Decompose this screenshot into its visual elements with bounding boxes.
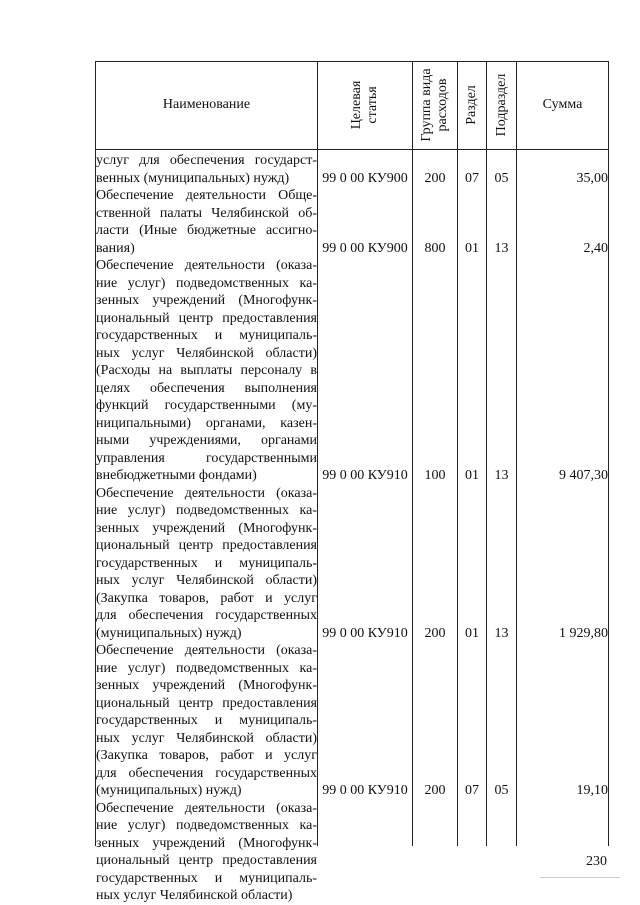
row-group: 800 [424, 240, 446, 256]
row-name-line: ными учреждениями, органами [96, 433, 317, 448]
header-sum [517, 61, 608, 149]
row-name-line: (Расходы на выплаты персоналу в [96, 363, 317, 378]
header-group [413, 61, 457, 149]
row-name-line: государственных и муниципаль- [96, 555, 317, 571]
header-group-label: Группа вида расходов [419, 68, 450, 142]
row-name-line: циональный центр предоставления [96, 538, 317, 553]
row-code: 99 0 00 КУ900 [322, 240, 408, 256]
row-name-line: ниципальными) органами, казен- [96, 415, 317, 431]
row-group: 100 [424, 468, 446, 483]
row-section: 01 [465, 240, 479, 256]
row-name [96, 257, 317, 485]
row-subsection: 05 [494, 783, 509, 798]
row-code: 99 0 00 КУ900 [322, 170, 408, 186]
row-name [96, 800, 317, 905]
row-name-line: (Закупка товаров, работ и услуг [96, 748, 317, 763]
row-name-line: ние услуг) подведомственных ка- [96, 660, 317, 676]
row-name-line: Обеспечение деятельности (оказа- [96, 258, 317, 273]
row-name-line: ние услуг) подведомственных ка- [96, 275, 317, 291]
header-name-label: Наименование [162, 97, 251, 112]
row-name-line: (Закупка товаров, работ и услуг [96, 590, 317, 606]
row-name-line: ние услуг) подведомственных ка- [96, 818, 317, 833]
row-name-line: циональный центр предоставления [96, 853, 317, 868]
row-name-line: зенных учреждений (Многофунк- [96, 835, 317, 851]
row-subsection: 05 [494, 170, 509, 186]
row-sum: 35,00 [576, 170, 608, 186]
row-name-line: ных услуг Челябинской области) [96, 888, 293, 903]
row-name-line: венных (муниципальных) нужд) [96, 170, 290, 186]
row-name-line: функций государственными (му- [96, 398, 317, 413]
header-section-label: Раздел [464, 85, 479, 125]
header-subsection-label: Подраздел [493, 73, 509, 137]
row-name [96, 187, 317, 257]
row-name-line: государственных и муниципаль- [96, 713, 317, 728]
row-sum: 1 929,80 [559, 625, 608, 641]
header-bottom-border [95, 149, 609, 150]
row-name-line: ние услуг) подведомственных ка- [96, 503, 317, 518]
row-group: 200 [424, 625, 446, 641]
row-group: 200 [424, 783, 446, 798]
row-sum: 9 407,30 [559, 468, 608, 483]
row-code: 99 0 00 КУ910 [322, 783, 408, 798]
row-name-line: для обеспечения государственных [96, 765, 317, 781]
page-number: 230 [586, 854, 607, 869]
row-name-line: Обеспечение деятельности Обще- [96, 188, 317, 203]
row-subsection: 13 [494, 625, 509, 641]
row-name-line: зенных учреждений (Многофунк- [96, 293, 317, 308]
row-code: 99 0 00 КУ910 [322, 468, 408, 483]
row-name-line: циональный центр предоставления [96, 695, 317, 711]
header-section [458, 61, 486, 149]
row-name-line: целях обеспечения выполнения [96, 380, 317, 396]
row-group: 200 [424, 170, 446, 186]
row-name [96, 642, 317, 800]
row-section: 07 [465, 783, 479, 798]
row-sum: 19,10 [576, 783, 608, 798]
row-name-line: ственной палаты Челябинской об- [96, 205, 317, 221]
row-name-line: Обеспечение деятельности (оказа- [96, 800, 317, 816]
row-name-line: ных услуг Челябинской области) [96, 573, 317, 588]
row-name-line: государственных и муниципаль- [96, 870, 317, 886]
row-name-line: для обеспечения государственных [96, 608, 317, 623]
row-subsection: 13 [494, 468, 509, 483]
row-name-line: (муниципальных) нужд) [96, 783, 242, 798]
footer-rule [540, 877, 620, 878]
col-divider-right [608, 61, 609, 846]
row-name-line: вания) [96, 240, 135, 256]
row-name [96, 485, 317, 643]
row-sum: 2,40 [583, 240, 608, 256]
row-name-line: государственных и муниципаль- [96, 328, 317, 343]
row-subsection: 13 [494, 240, 509, 256]
row-name-line: Обеспечение деятельности (оказа- [96, 485, 317, 501]
header-subsection [487, 61, 516, 149]
row-name-line: циональный центр предоставления [96, 310, 317, 326]
header-code-label: Целевая статья [349, 80, 380, 130]
row-name-line: Обеспечение деятельности (оказа- [96, 643, 317, 658]
header-name [96, 61, 317, 149]
row-name-line: (муниципальных) нужд) [96, 625, 242, 641]
row-section: 01 [465, 625, 479, 641]
row-name-line: услуг для обеспечения государст- [96, 153, 317, 168]
header-sum-label: Сумма [542, 97, 583, 112]
row-code: 99 0 00 КУ910 [322, 625, 408, 641]
row-section: 01 [465, 468, 479, 483]
row-name-line: ласти (Иные бюджетные ассигно- [96, 223, 317, 238]
header-code [318, 61, 412, 149]
row-name-line: управления государственными [96, 450, 317, 466]
row-name-line: зенных учреждений (Многофунк- [96, 678, 317, 693]
row-name-line: зенных учреждений (Многофунк- [96, 520, 317, 536]
row-name-line: ных услуг Челябинской области) [96, 345, 317, 361]
row-section: 07 [465, 170, 479, 186]
row-name-line: ных услуг Челябинской области) [96, 730, 317, 746]
row-name-line: внебюджетными фондами) [96, 468, 257, 483]
row-name [96, 152, 317, 187]
